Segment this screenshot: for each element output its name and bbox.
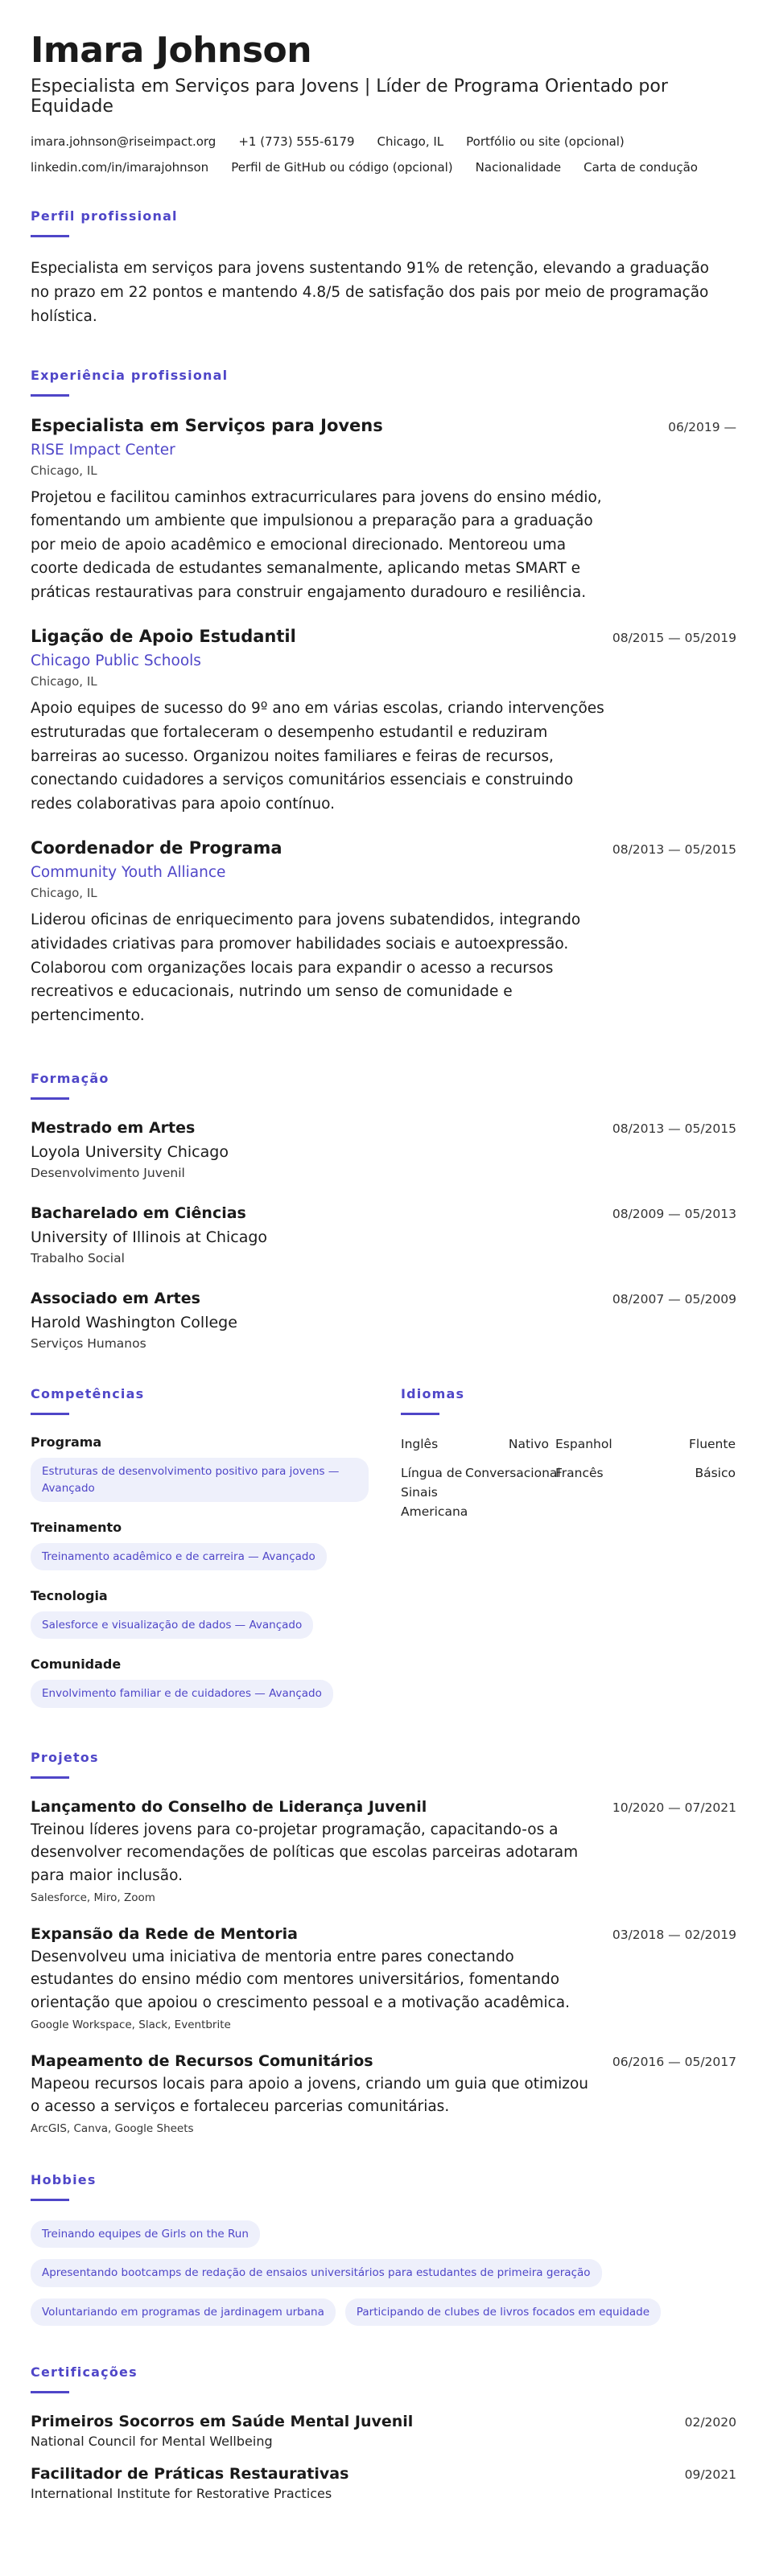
project-name: Mapeamento de Recursos Comunitários [31, 2051, 373, 2070]
section-divider [31, 2199, 69, 2201]
experience-date: 08/2015 — 05/2019 [612, 631, 736, 646]
contact-list [31, 134, 707, 175]
section-divider [31, 1413, 69, 1415]
education-degree: Associado em Artes [31, 1290, 200, 1308]
project-date: 10/2020 — 07/2021 [612, 1800, 736, 1815]
hobby-chip: Treinando equipes de Girls on the Run [31, 2220, 260, 2248]
skill-chip: Salesforce e visualização de dados — Avançado [31, 1611, 313, 1639]
experience-organization[interactable]: RISE Impact Center [31, 441, 175, 459]
contact-github[interactable]: Perfil de GitHub ou código (opcional) [231, 159, 453, 175]
skills-column [31, 1386, 369, 1725]
section-divider [401, 1413, 439, 1415]
skill-group-name: Tecnologia [31, 1588, 108, 1604]
summary-text: Especialista em serviços para jovens sustentando 91% de retenção, elevando a graduação no prazo em 22 pontos e mantendo 4.8/5 de satisfação dos pais por meio de programação holística. [31, 259, 709, 325]
contact-portfolio[interactable]: Portfólio ou site (opcional) [466, 134, 625, 149]
certification-date: 02/2020 [684, 2414, 736, 2430]
languages-grid [401, 1434, 736, 1521]
hobbies-list [31, 2220, 739, 2326]
certification-name: Facilitador de Práticas Restaurativas [31, 2464, 349, 2483]
project-description: Desenvolveu uma iniciativa de mentoria entre pares conectando estudantes do ensino médio com mentores universitários, fomentando orientação que apoiou o crescimento pessoal e a motivação acadêmica. [31, 1948, 570, 2012]
education-field: Desenvolvimento Juvenil [31, 1166, 185, 1181]
skill-group-name: Programa [31, 1434, 102, 1451]
education-item [31, 1119, 736, 1180]
education-date: 08/2009 — 05/2013 [612, 1207, 736, 1222]
education-school: University of Illinois at Chicago [31, 1228, 268, 1247]
experience-description: Apoio equipes de sucesso do 9º ano em várias escolas, criando intervenções estruturadas que fortaleceram o desempenho estudantil e reduziram barreiras ao sucesso. Organizou noites familiares e feiras de recursos, conectando cuidadores a serviços comunitários essenciais e construindo redes colaborativas para apoio contínuo. [31, 700, 604, 813]
language-name: Espanhol [555, 1437, 612, 1452]
skills-section-title: Competências [31, 1386, 145, 1402]
skill-group [31, 1434, 369, 1502]
experience-role: Coordenador de Programa [31, 838, 282, 858]
projects-section-title: Projetos [31, 1749, 99, 1765]
project-date: 03/2018 — 02/2019 [612, 1927, 736, 1942]
project-description: Mapeou recursos locais para apoio a jovens, criando um guia que otimizou o acesso a serviços e fortaleceu parcerias comunitárias. [31, 2075, 589, 2116]
contact-email[interactable]: imara.johnson@riseimpact.org [31, 134, 216, 149]
education-item [31, 1204, 736, 1265]
skill-chip: Treinamento acadêmico e de carreira — Avançado [31, 1543, 327, 1570]
project-name: Expansão da Rede de Mentoria [31, 1924, 298, 1943]
project-item [31, 1798, 736, 1904]
skill-chip: Estruturas de desenvolvimento positivo para jovens — Avançado [31, 1458, 369, 1502]
languages-section-title: Idiomas [401, 1386, 465, 1402]
certifications-section-title: Certificações [31, 2364, 138, 2380]
education-school: Loyola University Chicago [31, 1143, 229, 1162]
contact-phone[interactable]: +1 (773) 555-6179 [238, 134, 355, 149]
language-level: Básico [695, 1466, 736, 1481]
language-level: Fluente [688, 1437, 736, 1452]
project-item [31, 1925, 736, 2031]
education-field: Serviços Humanos [31, 1336, 146, 1352]
project-item [31, 2052, 736, 2135]
project-tools: ArcGIS, Canva, Google Sheets [31, 2122, 194, 2136]
project-tools: Salesforce, Miro, Zoom [31, 1891, 155, 1904]
language-level: Nativo [508, 1437, 549, 1452]
certification-date: 09/2021 [684, 2467, 736, 2482]
certification-item [31, 2413, 736, 2449]
experience-location: Chicago, IL [31, 463, 97, 478]
skill-group [31, 1588, 369, 1639]
language-name: Língua de Sinais Americana [401, 1466, 468, 1520]
hobby-chip: Participando de clubes de livros focados em equidade [345, 2298, 661, 2326]
candidate-headline: Especialista em Serviços para Jovens | Líder de Programa Orientado por Equidade [31, 76, 668, 117]
language-name: Inglês [401, 1437, 439, 1452]
experience-description: Projetou e facilitou caminhos extracurriculares para jovens do ensino médio, fomentando um ambiente que impulsionou a preparação para a graduação por meio de apoio acadêmico e emocional direcionado. Mentoreou uma coorte dedicada de estudantes semanalmente, aplicando metas SMART e práticas restaurativas para construir engajamento duradouro e resiliência. [31, 488, 602, 601]
experience-role: Ligação de Apoio Estudantil [31, 627, 296, 647]
project-tools: Google Workspace, Slack, Eventbrite [31, 2018, 231, 2031]
section-divider [31, 2391, 69, 2393]
education-section-title: Formação [31, 1071, 109, 1087]
project-description: Treinou líderes jovens para co-projetar programação, capacitando-os a desenvolver recomendações de políticas que escolas parceiras adotaram para maior inclusão. [31, 1821, 579, 1884]
certification-name: Primeiros Socorros em Saúde Mental Juvenil [31, 2412, 414, 2430]
summary-section-title: Perfil profissional [31, 208, 178, 224]
language-level: Conversacional [465, 1466, 561, 1481]
education-date: 08/2007 — 05/2009 [612, 1292, 736, 1307]
contact-location: Chicago, IL [377, 134, 444, 149]
skill-group-name: Comunidade [31, 1656, 122, 1673]
certification-item [31, 2465, 736, 2501]
experience-date: 08/2013 — 05/2015 [612, 842, 736, 858]
experience-organization[interactable]: Chicago Public Schools [31, 652, 201, 670]
contact-nationality: Nacionalidade [475, 159, 562, 175]
contact-driving-license: Carta de condução [583, 159, 698, 175]
hobby-chip: Apresentando bootcamps de redação de ensaios universitários para estudantes de primeira geração [31, 2259, 602, 2286]
hobby-chip: Voluntariando em programas de jardinagem urbana [31, 2298, 336, 2326]
education-date: 08/2013 — 05/2015 [612, 1121, 736, 1137]
experience-item [31, 416, 736, 605]
education-degree: Bacharelado em Ciências [31, 1204, 246, 1223]
section-divider [31, 1097, 69, 1100]
experience-date: 06/2019 — [668, 419, 736, 434]
hobbies-section-title: Hobbies [31, 2172, 97, 2188]
section-divider [31, 394, 69, 397]
experience-location: Chicago, IL [31, 674, 97, 689]
section-divider [31, 235, 69, 237]
language-name: Francês [555, 1466, 604, 1481]
skill-group [31, 1656, 369, 1707]
project-date: 06/2016 — 05/2017 [612, 2054, 736, 2069]
experience-location: Chicago, IL [31, 886, 97, 901]
skills-languages-row [31, 1386, 736, 1725]
project-name: Lançamento do Conselho de Liderança Juvenil [31, 1797, 427, 1816]
skill-chip: Envolvimento familiar e de cuidadores — Avançado [31, 1680, 333, 1707]
education-item [31, 1290, 736, 1351]
education-degree: Mestrado em Artes [31, 1119, 196, 1138]
education-school: Harold Washington College [31, 1314, 237, 1332]
education-field: Trabalho Social [31, 1251, 125, 1266]
experience-organization[interactable]: Community Youth Alliance [31, 864, 226, 882]
experience-item [31, 838, 736, 1027]
experience-item [31, 627, 736, 816]
languages-column [401, 1386, 736, 1725]
candidate-name: Imara Johnson [31, 30, 312, 71]
skill-group [31, 1520, 369, 1570]
contact-linkedin[interactable]: linkedin.com/in/imarajohnson [31, 159, 209, 175]
certification-issuer: International Institute for Restorative Practices [31, 2485, 332, 2501]
section-divider [31, 1776, 69, 1779]
certification-issuer: National Council for Mental Wellbeing [31, 2433, 273, 2449]
experience-description: Liderou oficinas de enriquecimento para jovens subatendidos, integrando atividades criativas para promover habilidades sociais e autoexpressão. Colaborou com organizações locais para expandir o acesso a recursos recreativos e educacionais, nutrindo um senso de comunidade e pertencimento. [31, 911, 581, 1024]
experience-section-title: Experiência profissional [31, 367, 229, 383]
skill-group-name: Treinamento [31, 1519, 122, 1535]
experience-role: Especialista em Serviços para Jovens [31, 415, 383, 435]
